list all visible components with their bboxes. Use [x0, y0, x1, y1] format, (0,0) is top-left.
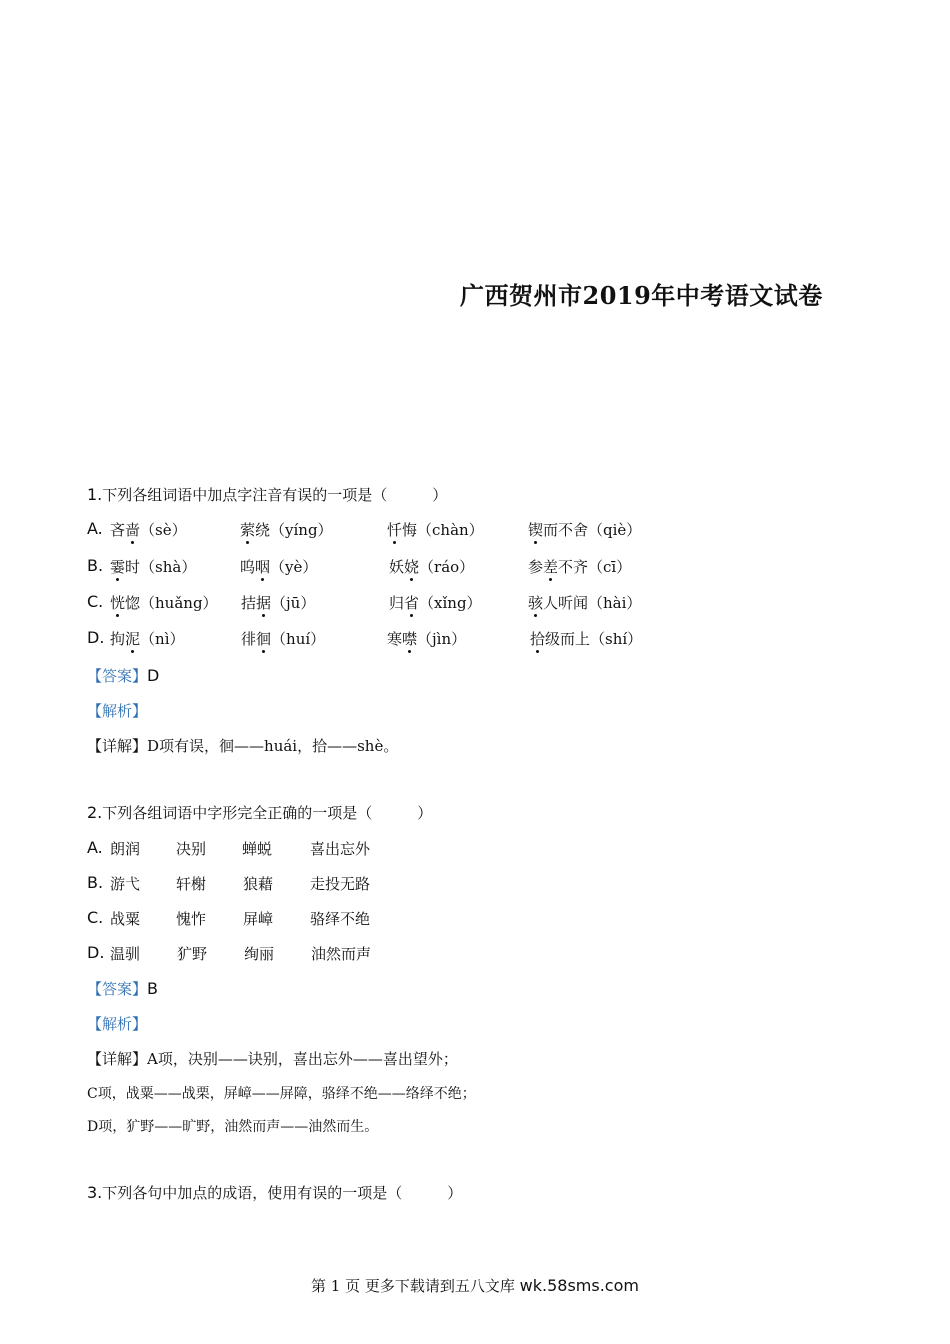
analysis-label: 【解析】 [87, 702, 148, 720]
q2-c-word: 骆绎不绝 [310, 910, 371, 928]
q1-d-item-4: 拾级而上（shí） [530, 630, 643, 648]
answer-value: D [147, 666, 160, 685]
q2-option-c [87, 908, 109, 927]
question-number: 3. [87, 1183, 103, 1202]
question-1 [87, 484, 447, 505]
answer-label: 【答案】 [87, 667, 148, 685]
q2-option-d [87, 943, 110, 962]
q1-b-item-3: 妖娆（ráo） [389, 558, 475, 576]
option-letter: A. [87, 519, 103, 538]
q2-option-b [87, 873, 109, 892]
q1-analysis [87, 700, 147, 721]
q2-a-word: 蝉蜕 [242, 840, 273, 858]
question-stem: 下列各组词语中字形完全正确的一项是（ ） [102, 804, 433, 822]
option-letter: C. [87, 592, 104, 611]
option-letter: D. [87, 628, 105, 647]
option-letter: B. [87, 556, 104, 575]
q2-d-word: 犷野 [177, 945, 208, 963]
q2-b-word: 狼藉 [243, 875, 274, 893]
q1-d-item-2: 徘徊（huí） [241, 630, 326, 648]
footer-link[interactable]: wk.58sms.com [519, 1276, 639, 1295]
detail-text: D项有误，徊——huái，拾——shè。 [147, 737, 399, 755]
q1-d-item-1: 拘泥（nì） [110, 630, 185, 648]
q1-b-item-1: 霎时（shà） [110, 558, 197, 576]
q2-a-word: 决别 [176, 840, 207, 858]
question-number: 2. [87, 803, 103, 822]
q2-analysis [87, 1013, 147, 1034]
footer-text: 第 1 页 更多下载请到五八文库 [311, 1277, 520, 1295]
q2-c-word: 屏嶂 [243, 910, 274, 928]
q1-option-a [87, 519, 109, 538]
detail-text: A项，决别——诀别，喜出忘外——喜出望外； [147, 1050, 458, 1068]
q1-a-item-3: 忏悔（chàn） [387, 521, 484, 539]
q2-answer [87, 978, 158, 999]
q2-a-word: 喜出忘外 [310, 840, 371, 858]
option-letter: D. [87, 943, 105, 962]
q2-c-word: 愧怍 [176, 910, 207, 928]
q2-detail-line: D项，犷野——旷野，油然而声——油然而生。 [87, 1119, 379, 1135]
q1-b-item-4: 参差不齐（cī） [528, 558, 632, 576]
question-2 [87, 802, 432, 823]
option-letter: B. [87, 873, 104, 892]
page-footer [0, 1275, 950, 1296]
answer-value: B [147, 979, 158, 998]
page-title: 广西贺州市2019年中考语文试卷 [460, 281, 823, 310]
q1-c-item-3: 归省（xǐng） [389, 594, 482, 612]
question-number: 1. [87, 485, 103, 504]
q1-a-item-4: 锲而不舍（qiè） [528, 521, 642, 539]
answer-label: 【答案】 [87, 980, 148, 998]
option-letter: A. [87, 838, 103, 857]
q1-c-item-1: 恍惚（huǎng） [110, 594, 218, 612]
q2-c-word: 战粟 [110, 910, 141, 928]
q1-option-d [87, 628, 110, 647]
q2-a-word: 朗润 [110, 840, 141, 858]
q2-b-word: 走投无路 [310, 875, 371, 893]
q2-d-word: 绚丽 [244, 945, 275, 963]
q1-a-item-1: 吝啬（sè） [110, 521, 187, 539]
option-letter: C. [87, 908, 104, 927]
analysis-label: 【解析】 [87, 1015, 148, 1033]
detail-label: 【详解】 [87, 737, 148, 755]
question-3 [87, 1182, 462, 1203]
q1-c-item-2: 拮据（jū） [241, 594, 316, 612]
q1-option-c [87, 592, 109, 611]
q1-answer [87, 665, 159, 686]
q1-c-item-4: 骇人听闻（hài） [528, 594, 642, 612]
q2-d-word: 温驯 [110, 945, 141, 963]
q1-a-item-2: 萦绕（yíng） [240, 521, 333, 539]
q2-option-a [87, 838, 109, 857]
q1-option-b [87, 556, 109, 575]
q1-detail [87, 735, 398, 756]
q2-b-word: 轩榭 [176, 875, 207, 893]
q2-b-word: 游弋 [110, 875, 141, 893]
q1-d-item-3: 寒噤（jìn） [387, 630, 467, 648]
q2-d-word: 油然而声 [311, 945, 372, 963]
q2-detail-line: C项，战粟——战栗，屏嶂——屏障，骆绎不绝——络绎不绝； [87, 1086, 476, 1102]
question-stem: 下列各组词语中加点字注音有误的一项是（ ） [102, 486, 448, 504]
detail-label: 【详解】 [87, 1050, 148, 1068]
q1-b-item-2: 呜咽（yè） [240, 558, 318, 576]
q2-detail [87, 1048, 458, 1069]
question-stem: 下列各句中加点的成语，使用有误的一项是（ ） [102, 1184, 463, 1202]
